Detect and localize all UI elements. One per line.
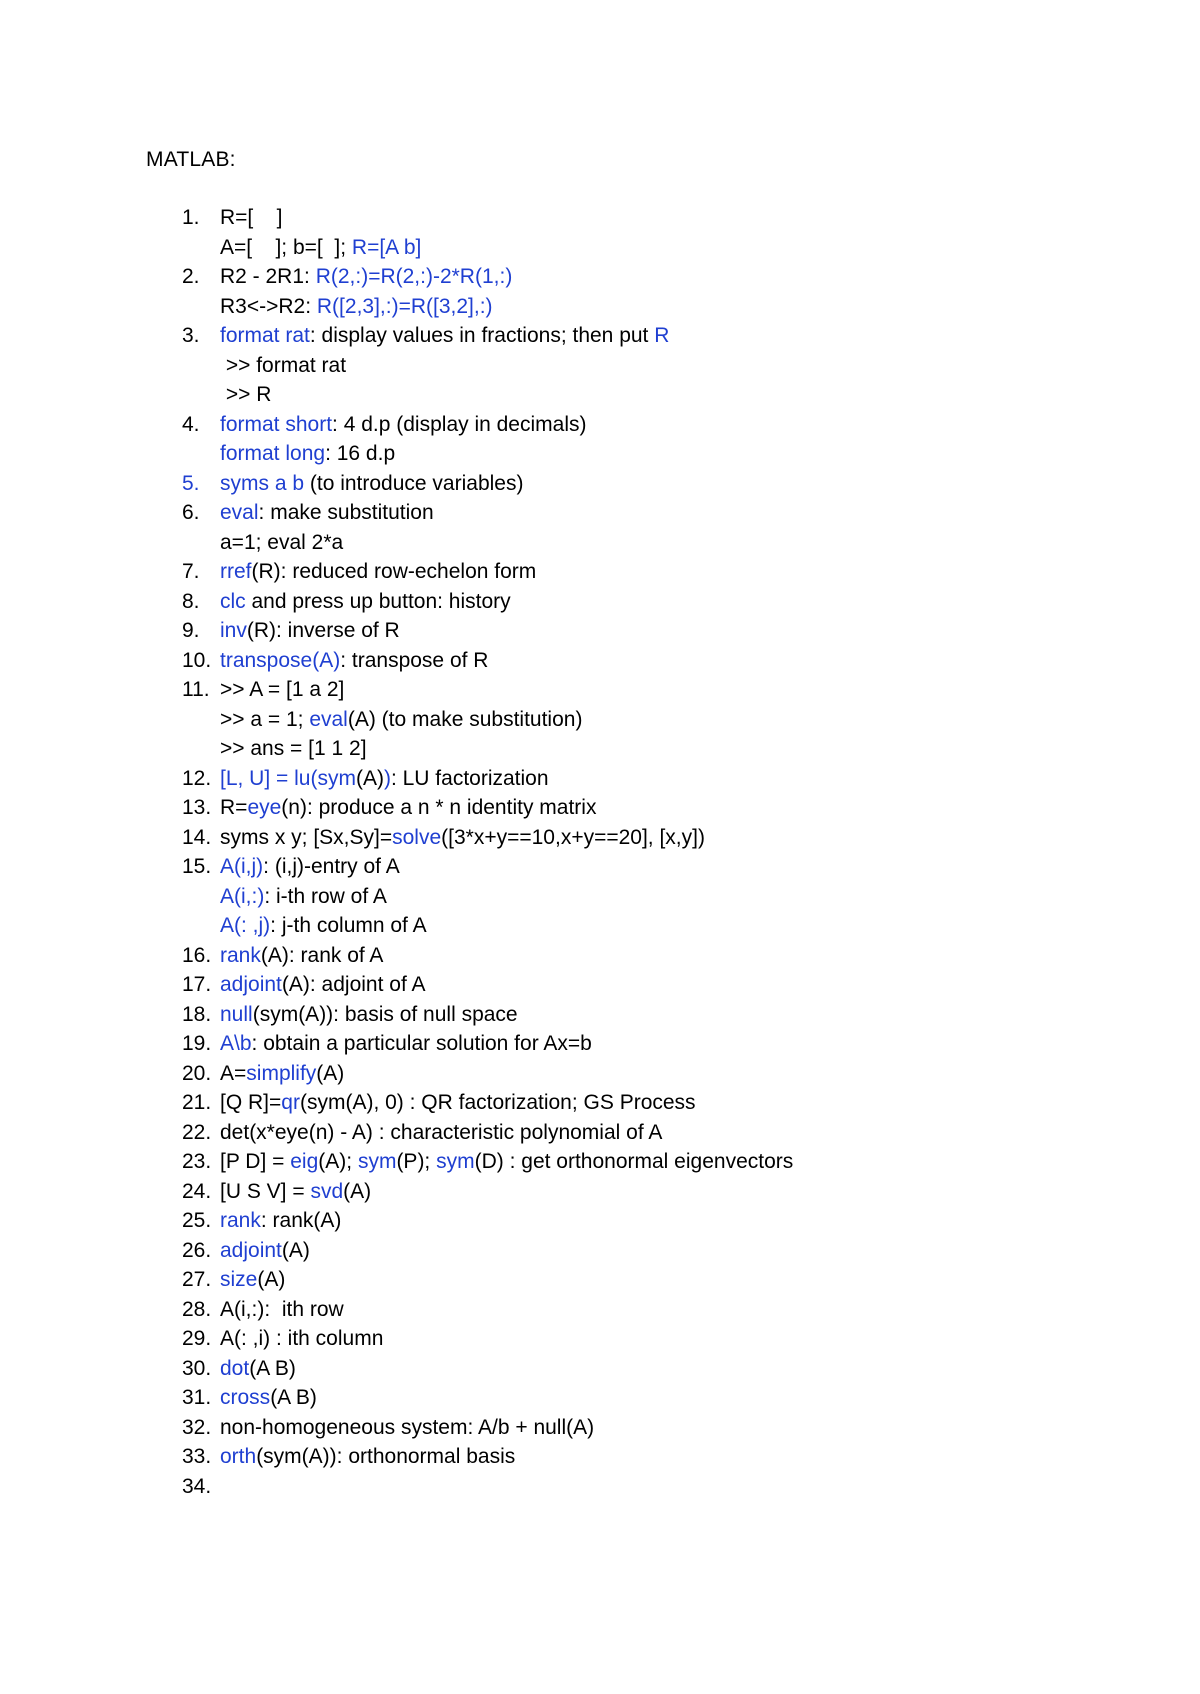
description-text: (sym(A)): basis of null space <box>252 1002 518 1026</box>
list-item-number: 27. <box>182 1268 212 1291</box>
description-text: R= <box>220 796 248 819</box>
description-text: : display values in fractions; then put <box>309 324 655 347</box>
list-item <box>182 1265 1162 1295</box>
list-item <box>182 1354 1162 1384</box>
list-item-number: 22. <box>182 1120 212 1144</box>
list-item-number <box>182 292 220 322</box>
list-item-text <box>220 321 669 351</box>
description-text: R3<->R2: <box>220 294 317 318</box>
list-item-continuation <box>182 528 1162 558</box>
description-text: >> A = [1 a 2] <box>220 678 345 701</box>
matlab-keyword: simplify <box>246 1061 317 1085</box>
matlab-keyword: null <box>220 1002 253 1026</box>
matlab-keyword: inv <box>220 619 247 642</box>
list-item-text <box>220 1442 515 1472</box>
matlab-keyword: R <box>654 324 670 347</box>
list-item-text <box>220 764 549 794</box>
list-item <box>182 764 1162 794</box>
list-item-number: 33. <box>182 1445 212 1468</box>
description-text: non-homogeneous system: A/b + null(A) <box>220 1415 595 1439</box>
list-item-number <box>182 734 220 764</box>
matlab-keyword: sym <box>357 1150 397 1173</box>
list-item-text <box>220 1295 344 1325</box>
description-text: A(: ,i) : ith column <box>220 1327 384 1350</box>
description-text: : transpose of R <box>340 648 489 672</box>
list-item <box>182 970 1162 1000</box>
description-text: (A B) <box>270 1386 317 1409</box>
list-item <box>182 1472 1162 1502</box>
list-item <box>182 1000 1162 1030</box>
list-item-text <box>220 1059 344 1089</box>
description-text: (A) <box>257 1268 286 1291</box>
list-item-text <box>220 646 488 676</box>
description-text: ([3*x+y==10,x+y==20], [x,y]) <box>441 825 705 849</box>
list-item <box>182 262 1162 292</box>
description-text: : LU factorization <box>390 766 549 790</box>
list-item-number: 18. <box>182 1002 212 1026</box>
description-text: (sym(A), 0) : QR factorization; GS Process <box>299 1091 696 1114</box>
list-item-continuation <box>182 911 1162 941</box>
list-item-number <box>182 233 220 263</box>
list-item-number <box>182 351 220 381</box>
list-item-text <box>220 941 383 971</box>
description-text: A=[ ]; b=[ ]; <box>220 235 352 259</box>
list-item-number <box>182 528 220 558</box>
list-item-text <box>220 439 395 469</box>
list-item-number: 17. <box>182 973 212 996</box>
description-text: syms x y; [Sx,Sy]= <box>220 825 393 849</box>
list-item-number: 16. <box>182 943 212 967</box>
description-text: R2 - 2R1: <box>220 265 316 288</box>
description-text: : obtain a particular solution for Ax=b <box>251 1032 592 1055</box>
description-text: (A); <box>318 1150 358 1173</box>
list-item <box>182 587 1162 617</box>
list-item-number: 14. <box>182 825 212 849</box>
description-text: >> format rat <box>220 353 347 377</box>
list-item-number <box>182 911 220 941</box>
matlab-keyword: orth <box>220 1445 257 1468</box>
list-item-continuation <box>182 351 1162 381</box>
numbered-list <box>182 203 1162 1501</box>
description-text: (R): inverse of R <box>246 619 400 642</box>
list-item-text <box>220 587 511 617</box>
list-item-text <box>220 469 523 499</box>
description-text: (A): adjoint of A <box>281 973 426 996</box>
list-item-number: 3. <box>182 324 200 347</box>
description-text: (P); <box>396 1150 437 1173</box>
matlab-keyword: R=[A b] <box>351 235 422 259</box>
list-item <box>182 1383 1162 1413</box>
list-item-text <box>220 675 344 705</box>
description-text: : 4 d.p (display in decimals) <box>332 412 587 436</box>
matlab-keyword: [L, U] = lu(sym <box>220 766 356 790</box>
list-item-text <box>220 528 343 558</box>
list-item <box>182 675 1162 705</box>
matlab-keyword: syms a b <box>220 471 305 495</box>
list-item <box>182 852 1162 882</box>
description-text: : 16 d.p <box>325 442 396 465</box>
matlab-keyword: A(: ,j) <box>220 914 271 937</box>
list-item-number: 26. <box>182 1238 212 1262</box>
list-item-number <box>182 380 220 410</box>
list-item <box>182 1295 1162 1325</box>
document-title: MATLAB: <box>146 148 236 171</box>
list-item-text <box>220 616 400 646</box>
matlab-keyword: A(i,j) <box>220 855 264 878</box>
description-text: (A B) <box>249 1356 296 1380</box>
matlab-keyword: adjoint <box>220 973 282 996</box>
list-item-continuation <box>182 380 1162 410</box>
matlab-keyword: solve <box>392 825 442 849</box>
matlab-keyword: eye <box>247 796 282 819</box>
list-item <box>182 941 1162 971</box>
description-text: >> a = 1; <box>220 707 310 731</box>
list-item-number: 4. <box>182 412 200 436</box>
list-item-number <box>182 705 220 735</box>
matlab-keyword: format rat <box>220 324 310 347</box>
list-item <box>182 1413 1162 1443</box>
list-item-continuation <box>182 292 1162 322</box>
description-text: : (i,j)-entry of A <box>263 855 400 878</box>
list-item-text <box>220 882 387 912</box>
list-item-text <box>220 1324 383 1354</box>
list-item <box>182 1118 1162 1148</box>
list-item-number: 12. <box>182 766 212 790</box>
list-item-number: 9. <box>182 619 200 642</box>
list-item <box>182 793 1162 823</box>
list-item-continuation <box>182 233 1162 263</box>
matlab-keyword: A\b <box>220 1032 252 1055</box>
list-item <box>182 410 1162 440</box>
list-item-text <box>220 351 346 381</box>
list-item <box>182 1177 1162 1207</box>
list-item-text <box>220 734 367 764</box>
matlab-keyword: dot <box>220 1356 250 1380</box>
list-item-text <box>220 823 705 853</box>
list-item-number <box>182 439 220 469</box>
list-item-continuation <box>182 734 1162 764</box>
list-item <box>182 1088 1162 1118</box>
list-item-number: 28. <box>182 1297 212 1321</box>
matlab-keyword: eval <box>220 501 259 524</box>
list-item-number: 20. <box>182 1061 212 1085</box>
list-item-number: 24. <box>182 1179 212 1203</box>
list-item <box>182 203 1162 233</box>
list-item <box>182 557 1162 587</box>
description-text: A(i,:): ith row <box>220 1297 344 1321</box>
list-item-text <box>220 1147 793 1177</box>
list-item-text <box>220 705 582 735</box>
list-item-text <box>220 1413 594 1443</box>
list-item-number <box>182 882 220 912</box>
list-item-text <box>220 1206 341 1236</box>
description-text: R=[ ] <box>220 206 283 229</box>
list-item-number: 32. <box>182 1415 212 1439</box>
matlab-keyword: rref <box>220 560 252 583</box>
list-item-text <box>220 498 434 528</box>
description-text: : j-th column of A <box>270 914 427 937</box>
description-text: : make substitution <box>258 501 434 524</box>
matlab-keyword: R(2,:)=R(2,:)-2*R(1,:) <box>315 265 513 288</box>
matlab-keyword: eval <box>309 707 348 731</box>
list-item-text <box>220 1088 696 1118</box>
description-text: (A) <box>343 1179 372 1203</box>
list-item-text <box>220 1118 662 1148</box>
list-item-number: 10. <box>182 648 212 672</box>
matlab-keyword: R([2,3],:)=R([3,2],:) <box>316 294 493 318</box>
description-text: (sym(A)): orthonormal basis <box>256 1445 516 1468</box>
description-text: det(x*eye(n) - A) : characteristic polynomial of A <box>220 1120 663 1144</box>
list-item-number: 13. <box>182 796 212 819</box>
list-item <box>182 1324 1162 1354</box>
description-text: a=1; eval 2*a <box>220 530 344 554</box>
description-text: (A) <box>355 766 384 790</box>
description-text: (A) <box>316 1061 345 1085</box>
list-item-number: 15. <box>182 855 212 878</box>
description-text: >> ans = [1 1 2] <box>220 737 367 760</box>
list-item-number: 19. <box>182 1032 212 1055</box>
matlab-keyword: format long <box>220 442 326 465</box>
description-text: : rank(A) <box>260 1209 342 1232</box>
list-item-text <box>220 911 427 941</box>
list-item-text <box>220 557 536 587</box>
description-text: (A) (to make substitution) <box>347 707 583 731</box>
list-item-text <box>220 1236 310 1266</box>
matlab-keyword: svd <box>310 1179 344 1203</box>
list-item-number: 31. <box>182 1386 212 1409</box>
list-item-number: 34. <box>182 1474 212 1498</box>
description-text: >> R <box>220 383 272 406</box>
list-item <box>182 616 1162 646</box>
matlab-keyword: A(i,:) <box>220 884 265 908</box>
list-item <box>182 321 1162 351</box>
matlab-keyword: qr <box>281 1091 300 1114</box>
description-text: : i-th row of A <box>264 884 387 908</box>
matlab-keyword: format short <box>220 412 333 436</box>
list-item-number: 11. <box>182 678 210 701</box>
description-text: (A) <box>281 1238 310 1262</box>
list-item <box>182 498 1162 528</box>
matlab-keyword: cross <box>220 1386 271 1409</box>
list-item-text <box>220 262 512 292</box>
list-item-continuation <box>182 705 1162 735</box>
description-text: [Q R]= <box>220 1091 282 1114</box>
matlab-keyword: rank <box>220 1209 261 1232</box>
description-text: [U S V] = <box>220 1179 311 1203</box>
description-text: (R): reduced row-echelon form <box>251 560 537 583</box>
list-item <box>182 823 1162 853</box>
list-item <box>182 1029 1162 1059</box>
description-text: and press up button: history <box>245 589 511 613</box>
list-item <box>182 646 1162 676</box>
list-item <box>182 469 1162 499</box>
list-item-continuation <box>182 882 1162 912</box>
list-item <box>182 1236 1162 1266</box>
list-item-text <box>220 233 421 263</box>
list-item-continuation <box>182 439 1162 469</box>
matlab-keyword: ) <box>383 766 391 790</box>
list-item-number: 21. <box>182 1091 212 1114</box>
list-item-text <box>220 292 493 322</box>
list-item-number: 30. <box>182 1356 212 1380</box>
matlab-keyword: sym <box>436 1150 475 1173</box>
list-item-text <box>220 1000 518 1030</box>
list-item-text <box>220 1029 592 1059</box>
list-item-text <box>220 410 587 440</box>
description-text: (A): rank of A <box>260 943 384 967</box>
list-item <box>182 1206 1162 1236</box>
description-text: (n): produce a n * n identity matrix <box>281 796 597 819</box>
list-item-text <box>220 1177 371 1207</box>
list-item-text <box>220 1354 296 1384</box>
list-item-text <box>220 793 596 823</box>
list-item <box>182 1059 1162 1089</box>
description-text: (to introduce variables) <box>304 471 524 495</box>
list-item-number: 5. <box>182 471 200 495</box>
list-item-number: 6. <box>182 501 200 524</box>
description-text: [P D] = <box>220 1150 291 1173</box>
matlab-keyword: adjoint <box>220 1238 282 1262</box>
list-item <box>182 1442 1162 1472</box>
list-item-number: 23. <box>182 1150 212 1173</box>
list-item-text <box>220 1265 285 1295</box>
list-item-number: 8. <box>182 589 200 613</box>
matlab-keyword: transpose(A) <box>220 648 341 672</box>
list-item-text <box>220 970 425 1000</box>
list-item-text <box>220 852 400 882</box>
list-item-number: 2. <box>182 265 200 288</box>
matlab-keyword: eig <box>290 1150 319 1173</box>
description-text: (D) : get orthonormal eigenvectors <box>474 1150 794 1173</box>
list-item-number: 7. <box>182 560 200 583</box>
list-item <box>182 1147 1162 1177</box>
matlab-keyword: rank <box>220 943 261 967</box>
list-item-text <box>220 1383 317 1413</box>
description-text: A= <box>220 1061 247 1085</box>
list-item-number: 1. <box>182 206 200 229</box>
matlab-keyword: clc <box>220 589 246 613</box>
list-item-text <box>220 380 271 410</box>
list-item-number: 29. <box>182 1327 212 1350</box>
list-item-number: 25. <box>182 1209 212 1232</box>
list-item-text <box>220 203 282 233</box>
matlab-keyword: size <box>220 1268 258 1291</box>
